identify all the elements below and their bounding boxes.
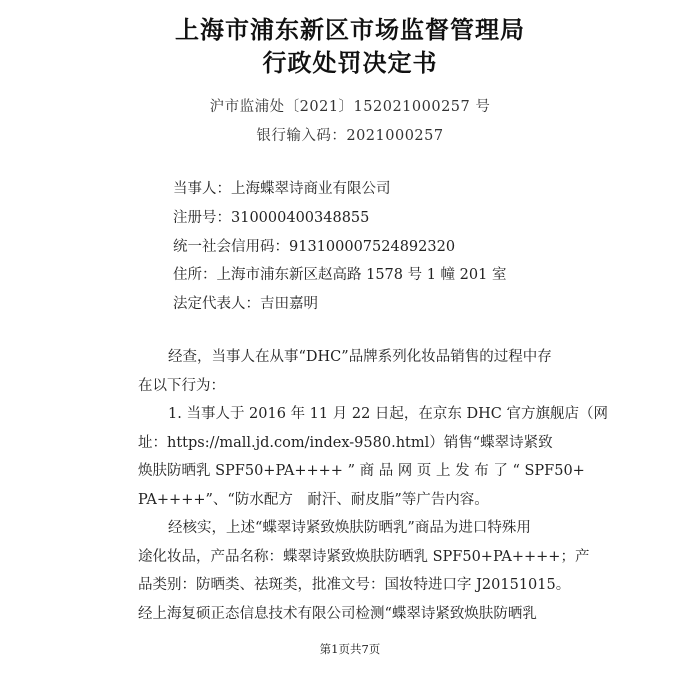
legal-representative: 法定代表人：吉田嘉明: [173, 296, 318, 312]
bank-input-code: 银行输入码：2021000257: [256, 128, 444, 144]
registration-number: 注册号：310000400348855: [173, 210, 370, 226]
document-type-title: 行政处罚决定书: [262, 49, 438, 77]
body-line: 址：https://mall.jd.com/index-9580.html）销售“蝶翠诗紧致: [138, 435, 553, 451]
body-line: 经查，当事人在从事“DHC”品牌系列化妆品销售的过程中存: [168, 349, 552, 365]
body-line: 品类别：防晒类、祛斑类，批准文号：国妆特进口字 J20151015。: [138, 577, 571, 593]
body-line: 经上海复硕正态信息技术有限公司检测“蝶翠诗紧致焕肤防晒乳: [138, 606, 537, 622]
case-number: 沪市监浦处〔2021〕152021000257 号: [209, 99, 491, 115]
agency-title: 上海市浦东新区市场监督管理局: [175, 16, 525, 44]
body-line: PA++++”、“防水配方 耐汗、耐皮脂”等广告内容。: [138, 492, 489, 508]
party-address: 住所：上海市浦东新区赵高路 1578 号 1 幢 201 室: [173, 267, 507, 283]
social-credit-code: 统一社会信用码：913100007524892320: [173, 239, 456, 255]
body-line: 途化妆品，产品名称：蝶翠诗紧致焕肤防晒乳 SPF50+PA++++；产: [138, 549, 590, 565]
body-line: 经核实，上述“蝶翠诗紧致焕肤防晒乳”商品为进口特殊用: [168, 520, 531, 536]
body-line: 在以下行为：: [138, 378, 225, 394]
body-line: 焕肤防晒乳 SPF50+PA++++ ” 商 品 网 页 上 发 布 了 “ SPF50+: [138, 463, 585, 479]
body-line: 1. 当事人于 2016 年 11 月 22 日起，在京东 DHC 官方旗舰店（网: [168, 406, 608, 422]
page-number: 第1页共7页: [319, 642, 381, 656]
party-name: 当事人：上海蝶翠诗商业有限公司: [173, 181, 391, 197]
